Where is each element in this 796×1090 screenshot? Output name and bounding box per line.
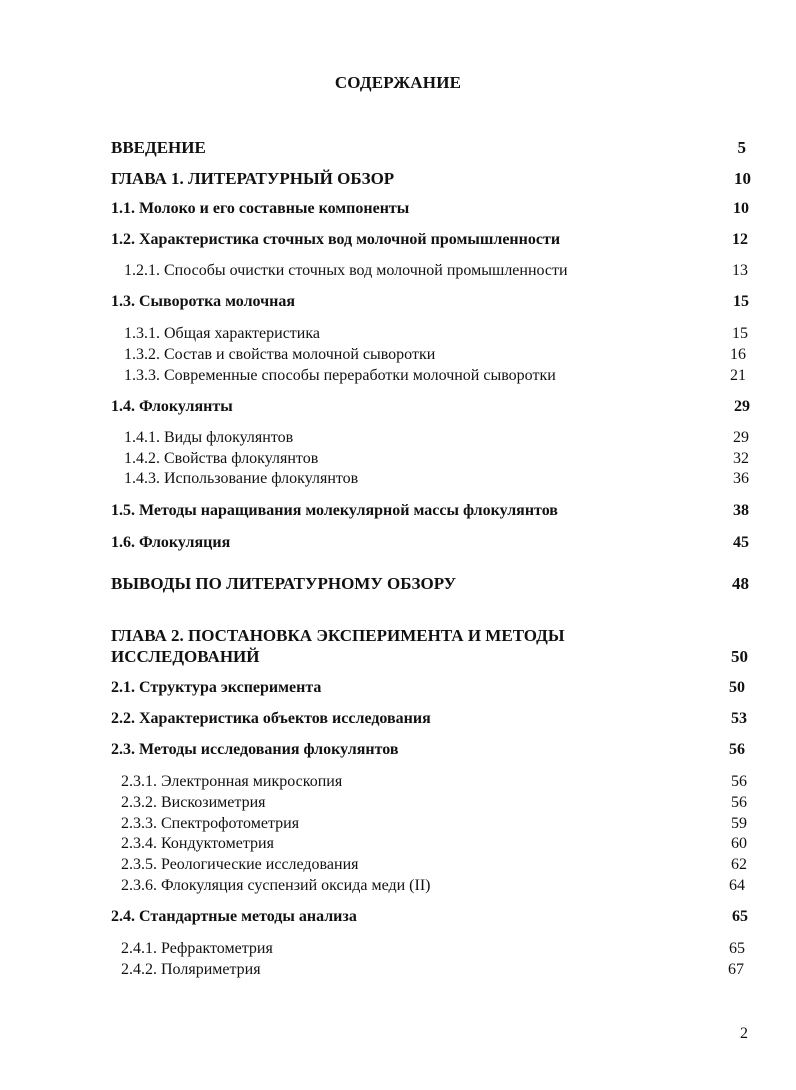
toc-entry-1-4[interactable] <box>0 398 796 420</box>
toc-entry-2-1[interactable] <box>0 679 796 701</box>
toc-entry-title: 2.3.5. Реологические исследования <box>121 856 359 873</box>
toc-entry-title: 1.3. Сыворотка молочная <box>111 293 296 310</box>
toc-entry-2-3[interactable] <box>0 741 796 763</box>
toc-entry-title: 1.4.3. Использование флокулянтов <box>124 470 359 487</box>
toc-entry-title: 1.4. Флокулянты <box>111 398 233 415</box>
toc-entry-page: 15 <box>733 293 749 310</box>
toc-entry-title: 1.3.3. Современные способы переработки молочной сыворотки <box>124 367 556 384</box>
toc-entry-title: 2.3.4. Кондуктометрия <box>121 835 274 852</box>
toc-entry-page: 21 <box>730 367 746 384</box>
toc-entry-1-4-2[interactable] <box>0 450 796 472</box>
toc-entry-2-3-3[interactable] <box>0 815 796 837</box>
toc-entry-title: 2.3.1. Электронная микроскопия <box>121 773 343 790</box>
toc-entry-page: 29 <box>733 429 749 446</box>
toc-entry-page: 48 <box>732 574 749 593</box>
toc-entry-title: 2.3.2. Вискозиметрия <box>121 794 266 811</box>
toc-entry-page: 50 <box>731 647 748 666</box>
toc-entry-title: 1.5. Методы наращивания молекулярной массы флокулянтов <box>111 502 558 519</box>
toc-entry-title: 2.1. Структура эксперимента <box>111 679 322 696</box>
toc-entry-1-6[interactable] <box>0 534 796 556</box>
toc-entry-2-4[interactable] <box>0 908 796 930</box>
toc-entry-title: 1.3.1. Общая характеристика <box>124 325 320 342</box>
toc-entry-title: ВЫВОДЫ ПО ЛИТЕРАТУРНОМУ ОБЗОРУ <box>111 574 457 593</box>
toc-entry-2-3-5[interactable] <box>0 856 796 878</box>
toc-entry-chapter-2-line-1[interactable] <box>0 626 796 648</box>
toc-entry-title: 2.3.3. Спектрофотометрия <box>121 815 300 832</box>
toc-entry-page: 60 <box>731 835 747 852</box>
toc-entry-title: 1.3.2. Состав и свойства молочной сыворотки <box>124 346 436 363</box>
toc-entry-title: ВВЕДЕНИЕ <box>111 138 206 157</box>
toc-entry-page: 56 <box>731 773 747 790</box>
toc-entry-title: ГЛАВА 1. ЛИТЕРАТУРНЫЙ ОБЗОР <box>111 169 395 188</box>
toc-entry-1-2-1[interactable] <box>0 262 796 284</box>
toc-entry-page: 56 <box>731 794 747 811</box>
toc-entry-title: ГЛАВА 2. ПОСТАНОВКА ЭКСПЕРИМЕНТА И МЕТОДЫ <box>111 626 565 645</box>
toc-entry-page: 53 <box>731 710 747 727</box>
toc-entry-1-4-3[interactable] <box>0 470 796 492</box>
toc-entry-title: 2.4.1. Рефрактометрия <box>121 940 273 957</box>
toc-entry-chapter-2-line-2[interactable] <box>0 647 796 669</box>
toc-entry-title: 2.2. Характеристика объектов исследования <box>111 710 431 727</box>
toc-entry-page: 50 <box>729 679 745 696</box>
toc-entry-page: 64 <box>729 877 745 894</box>
toc-entry-2-2[interactable] <box>0 710 796 732</box>
toc-entry-1-2[interactable] <box>0 231 796 253</box>
page-number: 2 <box>740 1025 748 1042</box>
toc-entry-page: 65 <box>732 908 748 925</box>
toc-entry-page: 15 <box>732 325 748 342</box>
toc-entry-1-5[interactable] <box>0 502 796 524</box>
toc-entry-2-3-4[interactable] <box>0 835 796 857</box>
toc-entry-title: 1.4.1. Виды флокулянтов <box>124 429 294 446</box>
toc-entry-1-3[interactable] <box>0 293 796 315</box>
toc-entry-page: 10 <box>733 200 749 217</box>
toc-entry-page: 38 <box>733 502 749 519</box>
page-title: СОДЕРЖАНИЕ <box>334 73 462 92</box>
toc-entry-title: 1.2.1. Способы очистки сточных вод молочной промышленности <box>124 262 568 279</box>
toc-entry-conclusions[interactable] <box>0 574 796 596</box>
toc-entry-1-4-1[interactable] <box>0 429 796 451</box>
toc-entry-page: 32 <box>733 450 749 467</box>
toc-entry-2-3-1[interactable] <box>0 773 796 795</box>
toc-entry-introduction[interactable] <box>0 138 796 160</box>
toc-entry-1-3-2[interactable] <box>0 346 796 368</box>
toc-entry-page: 56 <box>729 741 745 758</box>
toc-entry-title: 1.6. Флокуляция <box>111 534 231 551</box>
toc-entry-2-4-2[interactable] <box>0 961 796 983</box>
toc-entry-1-3-3[interactable] <box>0 367 796 389</box>
toc-entry-title: 2.4.2. Поляриметрия <box>121 961 261 978</box>
toc-entry-title: 2.3.6. Флокуляция суспензий оксида меди (II) <box>121 877 431 894</box>
toc-entry-page: 13 <box>732 262 748 279</box>
toc-entry-page: 36 <box>733 470 749 487</box>
toc-entry-title: 1.2. Характеристика сточных вод молочной промышленности <box>111 231 561 248</box>
toc-entry-page: 59 <box>731 815 747 832</box>
toc-entry-title: 2.4. Стандартные методы анализа <box>111 908 357 925</box>
toc-entry-page: 5 <box>737 138 746 157</box>
toc-entry-page: 16 <box>730 346 746 363</box>
toc-entry-page: 62 <box>731 856 747 873</box>
toc-entry-1-1[interactable] <box>0 200 796 222</box>
toc-entry-title: 1.4.2. Свойства флокулянтов <box>124 450 319 467</box>
toc-entry-chapter-1[interactable] <box>0 169 796 191</box>
toc-entry-2-3-6[interactable] <box>0 877 796 899</box>
toc-entry-page: 12 <box>732 231 748 248</box>
toc-entry-page: 29 <box>734 398 750 415</box>
toc-entry-title: 1.1. Молоко и его составные компоненты <box>111 200 410 217</box>
toc-entry-page: 45 <box>733 534 749 551</box>
toc-entry-title: 2.3. Методы исследования флокулянтов <box>111 741 399 758</box>
toc-entry-1-3-1[interactable] <box>0 325 796 347</box>
toc-entry-title: ИССЛЕДОВАНИЙ <box>111 647 260 666</box>
toc-entry-2-3-2[interactable] <box>0 794 796 816</box>
toc-entry-page: 67 <box>728 961 744 978</box>
toc-entry-page: 10 <box>734 169 751 188</box>
toc-entry-page: 65 <box>729 940 745 957</box>
toc-entry-2-4-1[interactable] <box>0 940 796 962</box>
